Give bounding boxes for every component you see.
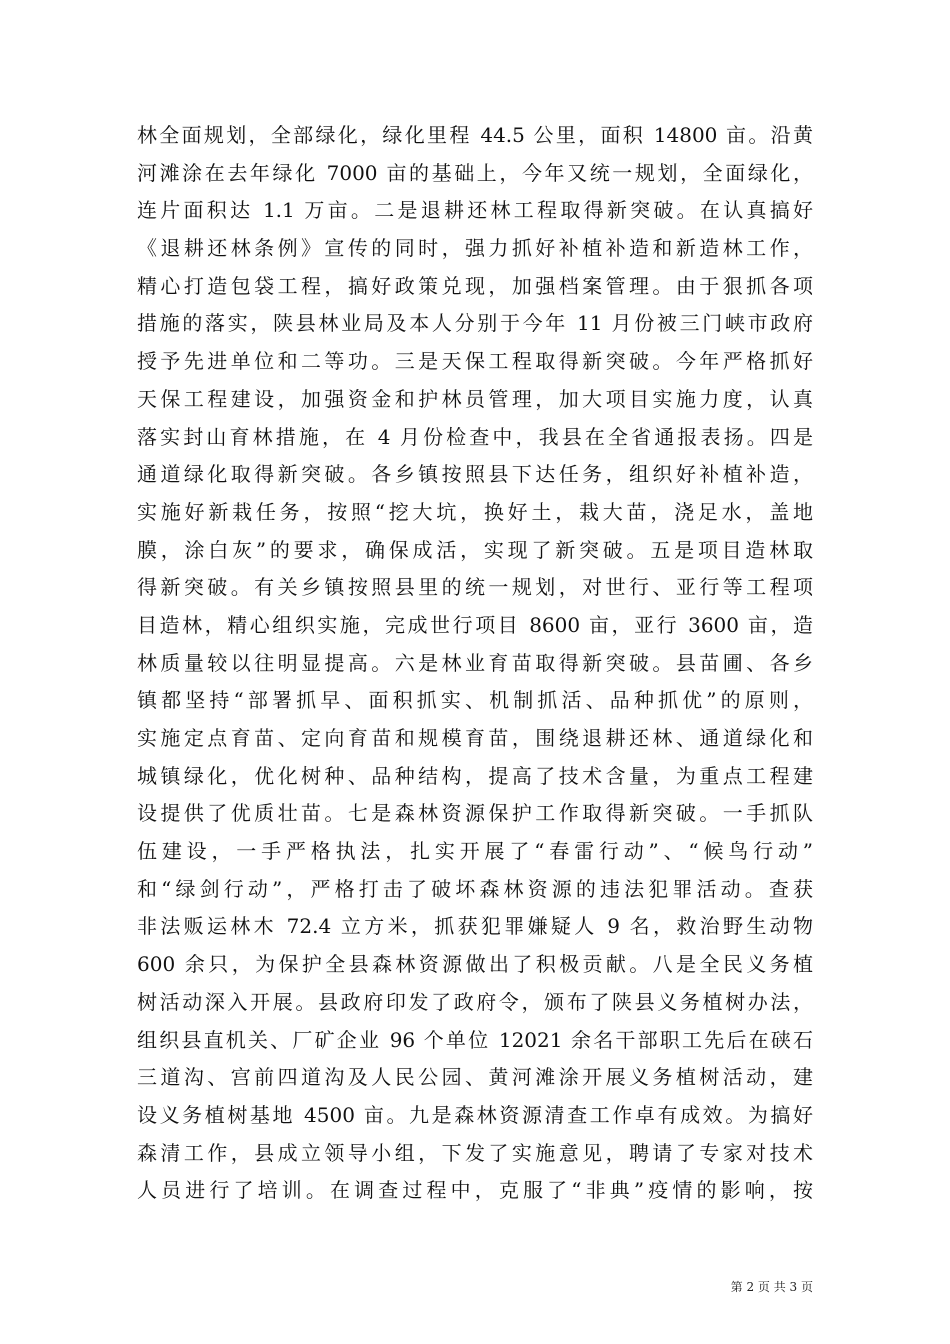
text-line: 通道绿化取得新突破。各乡镇按照县下达任务，组织好补植补造， [137,462,813,487]
text-line: 落实封山育林措施，在 4 月份检查中，我县在全省通报表扬。四是 [137,424,813,449]
text-line: 林全面规划，全部绿化，绿化里程 44.5 公里，面积 14800 亩。沿黄 [137,123,813,147]
page-number: 第 2 页 共 3 页 [730,1280,813,1294]
text-line: 精心打造包袋工程，搞好政策兑现，加强档案管理。由于狠抓各项 [137,273,813,298]
text-line: 《退耕还林条例》宣传的同时，强力抓好补植补造和新造林工作， [137,236,813,261]
text-line: 目造林，精心组织实施，完成世行项目 8600 亩，亚行 3600 亩，造 [137,612,813,637]
text-line: 森清工作，县成立领导小组，下发了实施意见，聘请了专家对技术 [137,1140,813,1165]
text-line: 措施的落实，陕县林业局及本人分别于今年 11 月份被三门峡市政府 [137,311,813,336]
text-line: 人员进行了培训。在调查过程中，克服了“非典”疫情的影响，按 [137,1178,813,1203]
text-line: 授予先进单位和二等功。三是天保工程取得新突破。今年严格抓好 [137,349,813,374]
text-line: 天保工程建设，加强资金和护林员管理，加大项目实施力度，认真 [137,386,813,411]
text-line: 三道沟、宫前四道沟及人民公园、黄河滩涂开展义务植树活动，建 [137,1065,813,1090]
text-line: 和“绿剑行动”，严格打击了破坏森林资源的违法犯罪活动。查获 [137,876,813,901]
text-line: 得新突破。有关乡镇按照县里的统一规划，对世行、亚行等工程项 [137,575,813,600]
text-line: 600 余只，为保护全县森林资源做出了积极贡献。八是全民义务植 [137,952,813,977]
text-line: 组织县直机关、厂矿企业 96 个单位 12021 余名干部职工先后在硖石 [137,1027,813,1052]
text-line: 实施定点育苗、定向育苗和规模育苗，围绕退耕还林、通道绿化和 [137,726,813,750]
body-text [137,117,813,1210]
text-line: 实施好新栽任务，按照“挖大坑，换好土，栽大苗，浇足水，盖地 [137,499,813,524]
text-line: 树活动深入开展。县政府印发了政府令，颁布了陕县义务植树办法， [137,989,813,1014]
text-line: 河滩涂在去年绿化 7000 亩的基础上，今年又统一规划，全面绿化， [137,160,813,185]
text-line: 镇都坚持“部署抓早、面积抓实、机制抓活、品种抓优”的原则， [137,688,813,713]
text-line: 设义务植树基地 4500 亩。九是森林资源清查工作卓有成效。为搞好 [137,1102,813,1127]
text-line: 非法贩运林木 72.4 立方米，抓获犯罪嫌疑人 9 名，救治野生动物 [137,914,813,939]
text-line: 设提供了优质壮苗。七是森林资源保护工作取得新突破。一手抓队 [137,801,813,826]
text-line: 膜，涂白灰”的要求，确保成活，实现了新突破。五是项目造林取 [137,537,813,562]
text-line: 连片面积达 1.1 万亩。二是退耕还林工程取得新突破。在认真搞好 [137,198,813,223]
text-line: 伍建设，一手严格执法，扎实开展了“春雷行动”、“候鸟行动” [137,839,813,864]
text-line: 城镇绿化，优化树种、品种结构，提高了技术含量，为重点工程建 [137,763,813,788]
text-line: 林质量较以往明显提高。六是林业育苗取得新突破。县苗圃、各乡 [137,650,813,675]
